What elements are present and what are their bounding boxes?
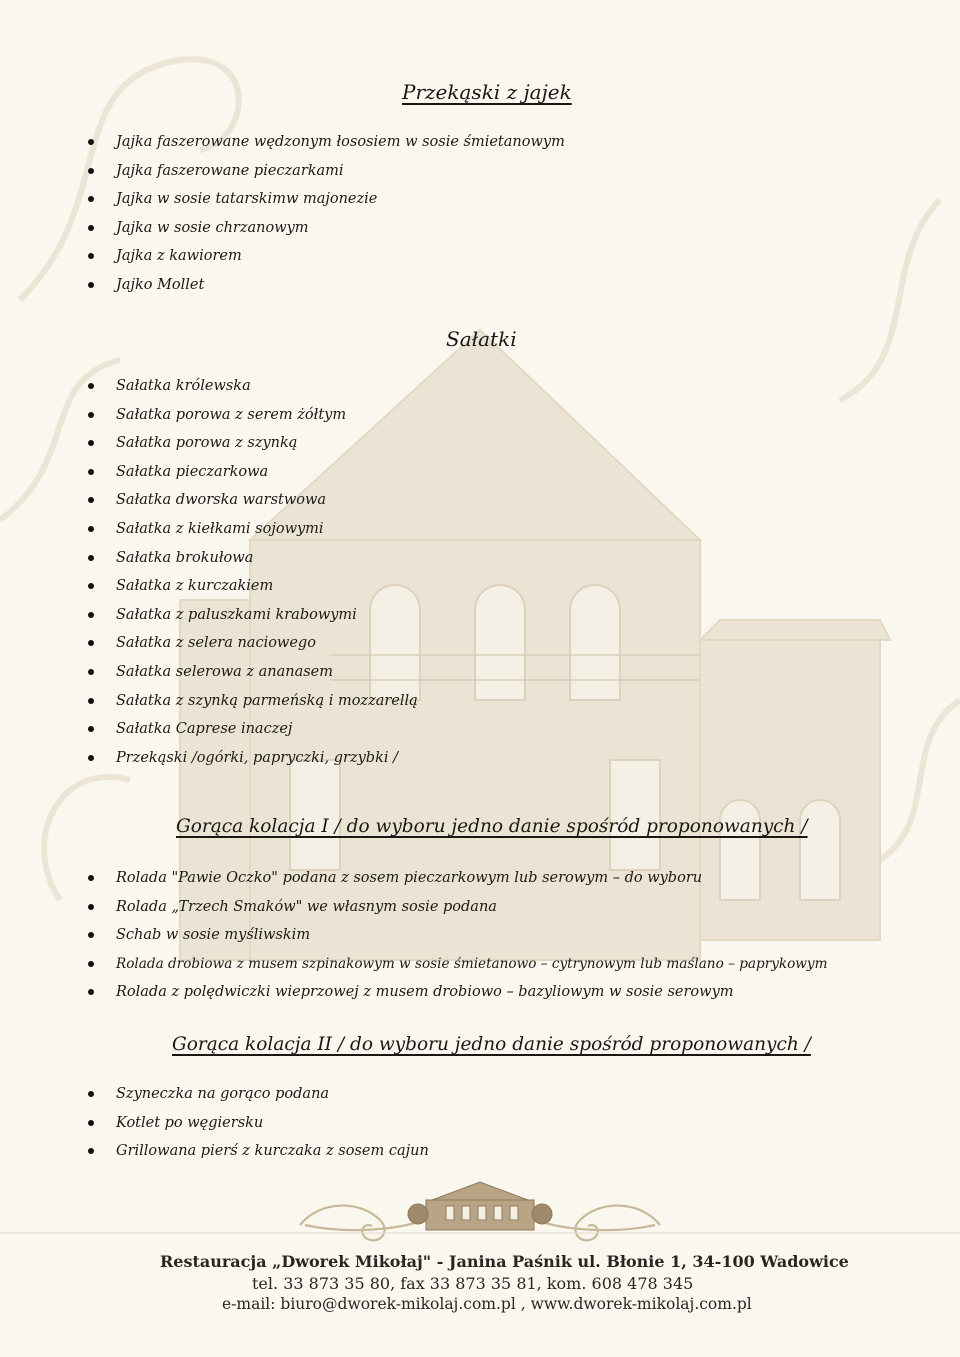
list-item: Rolada „Trzech Smaków" we własnym sosie podana [88, 893, 828, 922]
list-item: Schab w sosie myśliwskim [88, 921, 828, 950]
footer-address: Restauracja „Dworek Mikołaj" - Janina Paśnik ul. Błonie 1, 34-100 Wadowice [160, 1252, 849, 1271]
list-item: Sałatka z kiełkami sojowymi [88, 515, 418, 544]
list-item: Sałatka selerowa z ananasem [88, 658, 418, 687]
list-item: Jajka z kawiorem [88, 242, 565, 271]
list-item: Sałatka z kurczakiem [88, 572, 418, 601]
list-item: Sałatka Caprese inaczej [88, 715, 418, 744]
list-item: Sałatka z selera naciowego [88, 629, 418, 658]
list-item: Rolada z polędwiczki wieprzowej z musem drobiowo – bazyliowym w sosie serowym [88, 978, 828, 1007]
dinner-2-list [88, 1080, 429, 1166]
list-item: Rolada "Pawie Oczko" podana z sosem pieczarkowym lub serowym – do wyboru [88, 864, 828, 893]
list-item: Sałatka porowa z szynką [88, 429, 418, 458]
list-item: Sałatka brokułowa [88, 544, 418, 573]
list-item: Szyneczka na gorąco podana [88, 1080, 429, 1109]
section-title-dinner-2: Gorąca kolacja II / do wyboru jedno danie spośród proponowanych / [172, 1034, 811, 1055]
salads-list [88, 372, 418, 772]
list-item: Jajko Mollet [88, 271, 565, 300]
dinner-1-list [88, 864, 828, 1007]
list-item: Sałatka z szynką parmeńską i mozzarellą [88, 687, 418, 716]
list-item: Jajka faszerowane wędzonym łososiem w sosie śmietanowym [88, 128, 565, 157]
footer-phone: tel. 33 873 35 80, fax 33 873 35 81, kom. 608 478 345 [252, 1274, 694, 1293]
section-title-eggs: Przekąski z jajek [402, 80, 572, 104]
list-item: Sałatka z paluszkami krabowymi [88, 601, 418, 630]
section-title-salads: Sałatki [446, 327, 517, 351]
list-item: Sałatka królewska [88, 372, 418, 401]
list-item: Sałatka pieczarkowa [88, 458, 418, 487]
list-item: Rolada drobiowa z musem szpinakowym w sosie śmietanowo – cytrynowym lub maślano – paprykowym [88, 950, 828, 979]
list-item: Sałatka porowa z serem żółtym [88, 401, 418, 430]
section-title-dinner-1: Gorąca kolacja I / do wyboru jedno danie spośród proponowanych / [176, 816, 808, 837]
list-item: Kotlet po węgiersku [88, 1109, 429, 1138]
list-item: Jajka w sosie chrzanowym [88, 214, 565, 243]
list-item: Sałatka dworska warstwowa [88, 486, 418, 515]
footer-contact: e-mail: biuro@dworek-mikolaj.com.pl , www.dworek-mikolaj.com.pl [222, 1295, 752, 1313]
list-item: Grillowana pierś z kurczaka z sosem cajun [88, 1137, 429, 1166]
list-item: Jajka faszerowane pieczarkami [88, 157, 565, 186]
list-item: Przekąski /ogórki, papryczki, grzybki / [88, 744, 418, 773]
list-item: Jajka w sosie tatarskimw majonezie [88, 185, 565, 214]
eggs-list [88, 128, 565, 300]
